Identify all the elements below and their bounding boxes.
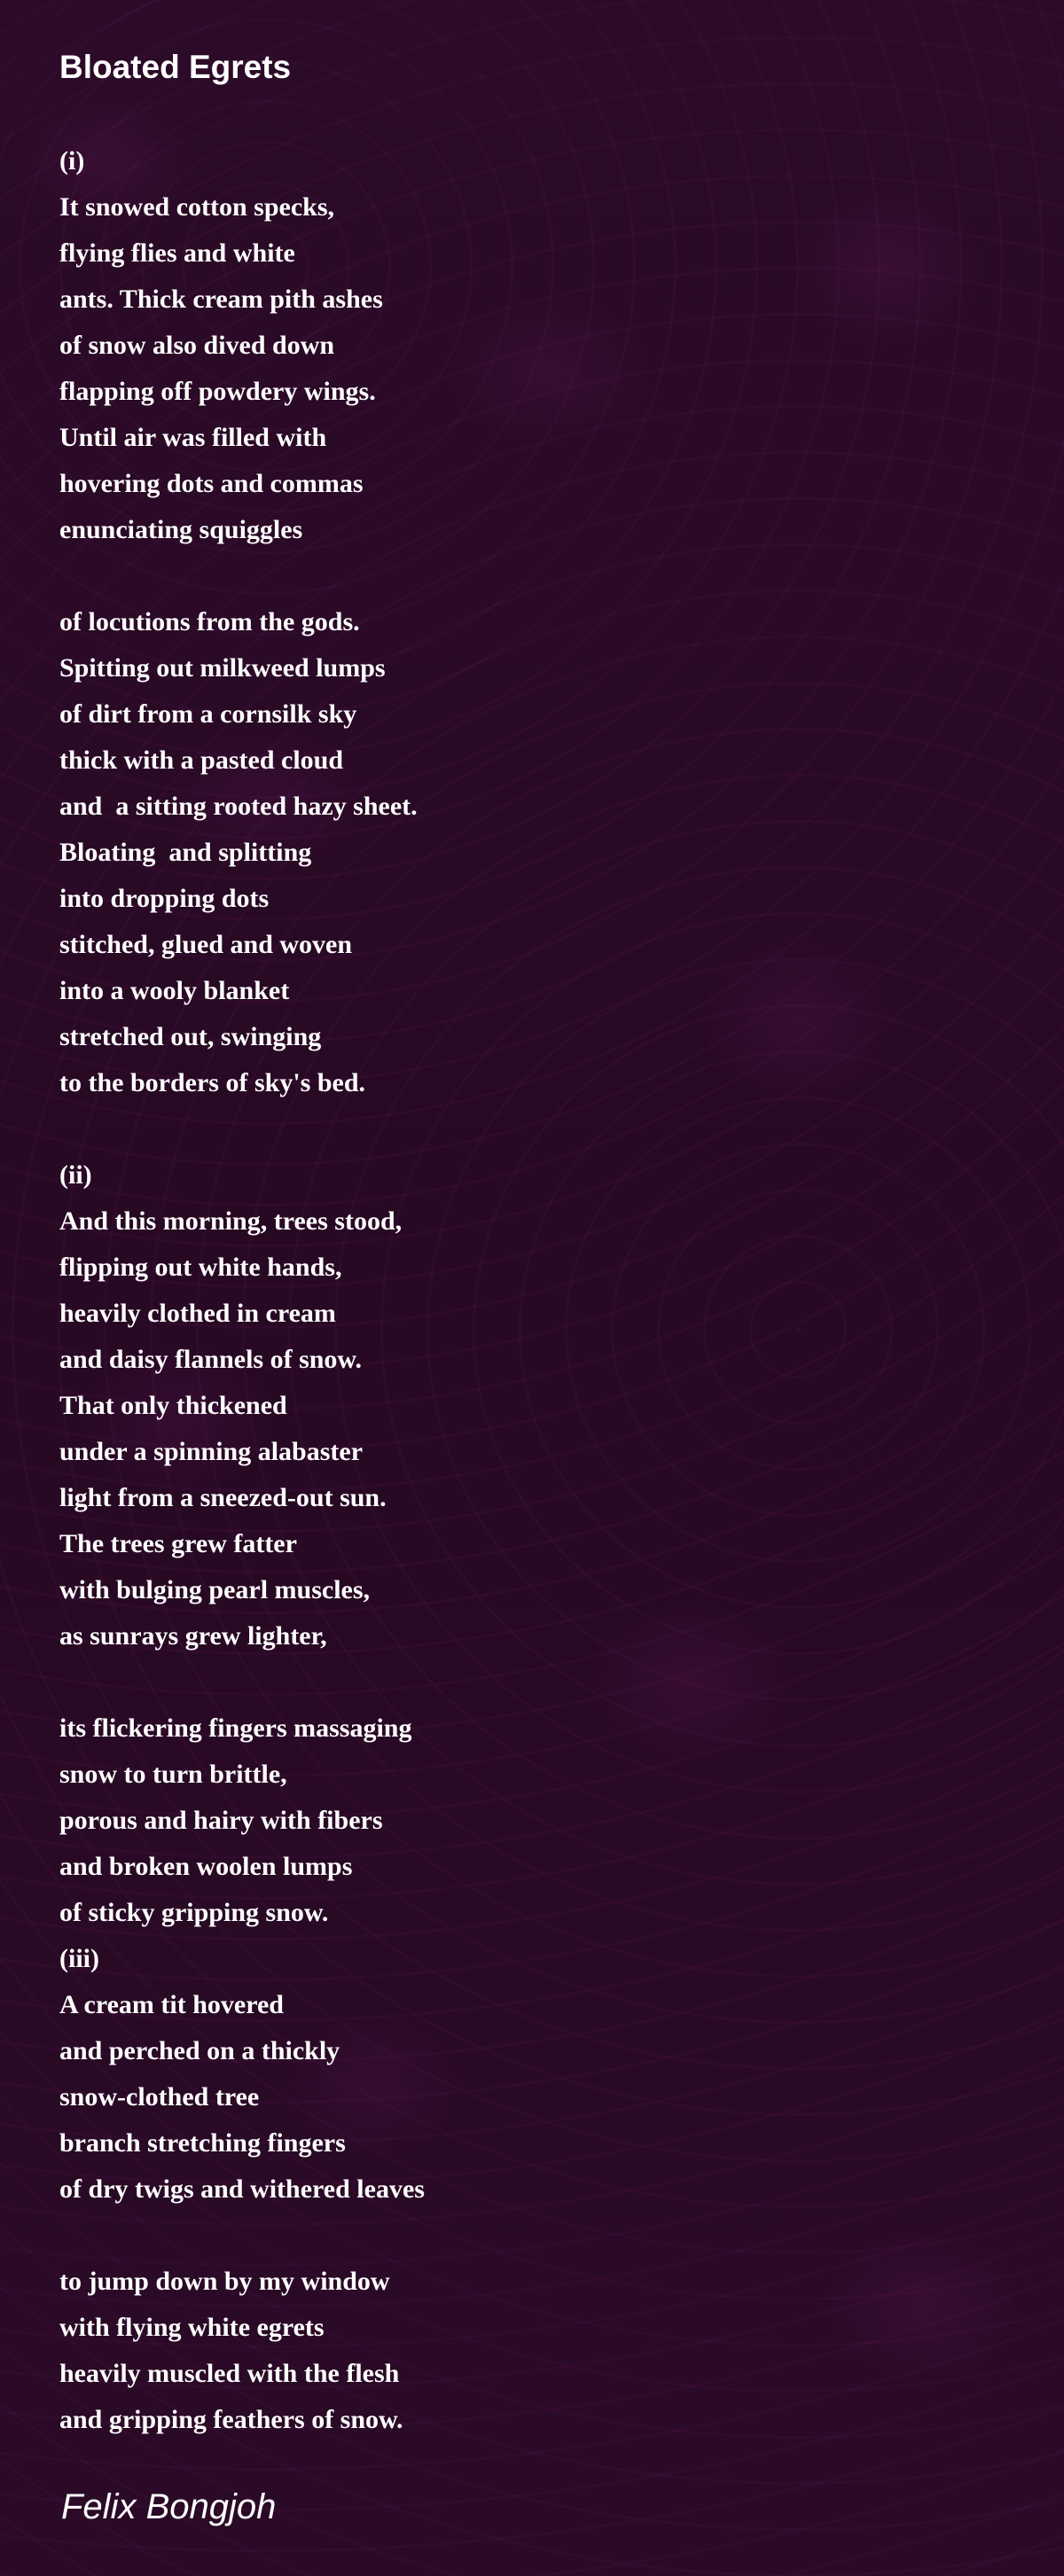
poem-line: and a sitting rooted hazy sheet. (59, 792, 418, 821)
poem-line: and broken woolen lumps (59, 1852, 353, 1881)
poem-line: stretched out, swinging (59, 1022, 322, 1051)
poem-line: porous and hairy with fibers (59, 1806, 383, 1835)
poem-line: Bloating and splitting (59, 838, 312, 867)
poem-line: of dry twigs and withered leaves (59, 2174, 425, 2204)
poem-line: (iii) (59, 1944, 99, 1973)
poem-line: to the borders of sky's bed. (59, 1068, 366, 1097)
poem-line: of dirt from a cornsilk sky (59, 699, 357, 729)
poem-line: and daisy flannels of snow. (59, 1345, 362, 1374)
poem-line (59, 2213, 425, 2259)
poem-line: with bulging pearl muscles, (59, 1575, 371, 1604)
poem-line: Spitting out milkweed lumps (59, 653, 386, 683)
poem-line: (ii) (59, 1160, 92, 1190)
poem-line: of snow also dived down (59, 331, 335, 360)
poem-line: of locutions from the gods. (59, 607, 360, 636)
poem-line: heavily clothed in cream (59, 1299, 336, 1328)
poem-line: (i) (59, 146, 85, 176)
poem-author: Felix Bongjoh (61, 2487, 277, 2526)
poem-line: to jump down by my window (59, 2267, 390, 2296)
poem-line: and gripping feathers of snow. (59, 2405, 403, 2434)
poem-line: hovering dots and commas (59, 469, 364, 498)
poem-line (59, 553, 425, 599)
poem-line: stitched, glued and woven (59, 930, 353, 959)
poem-line: as sunrays grew lighter, (59, 1621, 327, 1651)
poem-line: It snowed cotton specks, (59, 192, 335, 222)
poem-line: enunciating squiggles (59, 515, 303, 544)
poem-line: The trees grew fatter (59, 1529, 297, 1558)
poem-line (59, 1659, 425, 1706)
poem-line (59, 1106, 425, 1152)
poem-line: under a spinning alabaster (59, 1437, 364, 1466)
poem-line: with flying white egrets (59, 2313, 325, 2342)
poem-line: heavily muscled with the flesh (59, 2359, 400, 2388)
poem-line: its flickering fingers massaging (59, 1713, 412, 1743)
poem-title: Bloated Egrets (59, 49, 292, 85)
poem-line: branch stretching fingers (59, 2128, 346, 2158)
poem-line: Until air was filled with (59, 423, 327, 452)
poem-line: into dropping dots (59, 884, 270, 913)
poem-line: of sticky gripping snow. (59, 1898, 329, 1927)
poem-body (59, 138, 425, 2443)
poem-line: thick with a pasted cloud (59, 745, 344, 775)
poem-line: into a wooly blanket (59, 976, 290, 1005)
poem-line: That only thickened (59, 1391, 287, 1420)
poem-line: And this morning, trees stood, (59, 1206, 403, 1236)
poem-line: flying flies and white (59, 238, 295, 268)
poem-line: flapping off powdery wings. (59, 377, 376, 406)
poem-line: ants. Thick cream pith ashes (59, 285, 383, 314)
poem-line: and perched on a thickly (59, 2036, 340, 2065)
poem-line: snow to turn brittle, (59, 1760, 287, 1789)
poem-line: flipping out white hands, (59, 1253, 342, 1282)
poem-line: A cream tit hovered (59, 1990, 284, 2019)
poem-line: light from a sneezed-out sun. (59, 1483, 387, 1512)
poem-line: snow-clothed tree (59, 2082, 260, 2112)
